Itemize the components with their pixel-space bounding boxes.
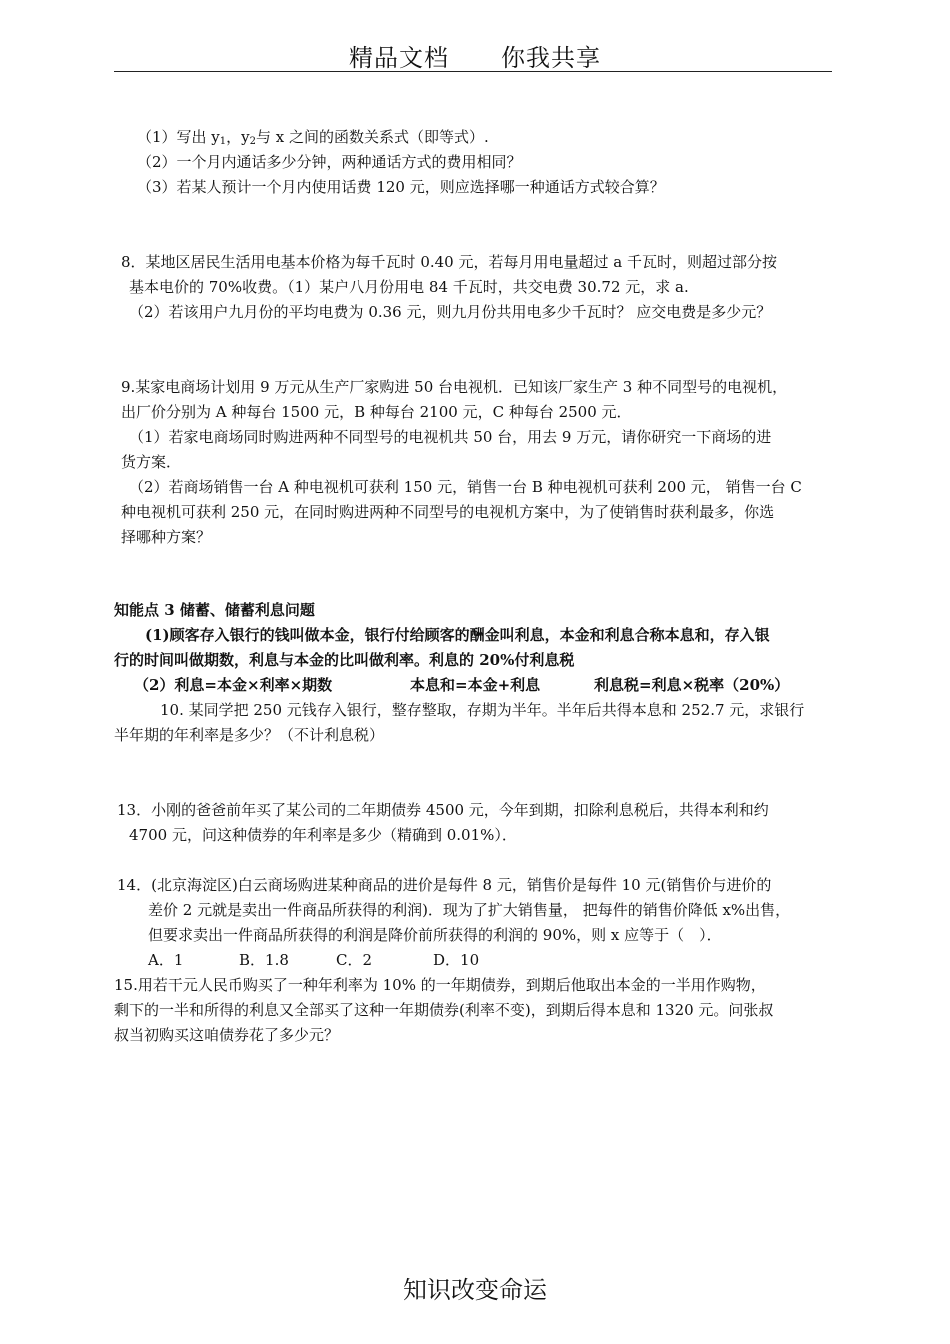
page-header bbox=[0, 38, 950, 73]
kp3-line2: 行的时间叫做期数，利息与本金的比叫做利率。利息的 20%付利息税 bbox=[114, 651, 575, 669]
kp3-line1: (1)顾客存入银行的钱叫做本金，银行付给顾客的酬金叫利息，本金和利息合称本息和，存入银 bbox=[145, 626, 770, 644]
q9-line5: （2）若商场销售一台 A 种电视机可获利 150 元，销售一台 B 种电视机可获利 200 元， 销售一台 C bbox=[129, 478, 802, 496]
q8-line2: 基本电价的 70%收费。（1）某户八月份用电 84 千瓦时，共交电费 30.72 元，求 a. bbox=[129, 278, 689, 296]
option-c: C．2 bbox=[336, 951, 373, 969]
q9-line1: 9.某家电商场计划用 9 万元从生产厂家购进 50 台电视机．已知该厂家生产 3 种不同型号的电视机， bbox=[121, 378, 788, 396]
q13-line1: 13．小刚的爸爸前年买了某公司的二年期债券 4500 元，今年到期，扣除利息税后，共得本利和约 bbox=[117, 801, 769, 819]
q10-line1: 10. 某同学把 250 元钱存入银行，整存整取，存期为半年。半年后共得本息和 252.7 元，求银行 bbox=[160, 701, 805, 719]
option-d: D．10 bbox=[433, 951, 480, 969]
q9-line6: 种电视机可获利 250 元，在同时购进两种不同型号的电视机方案中，为了使销售时获利最多，你选 bbox=[121, 503, 775, 521]
option-a: A．1 bbox=[148, 951, 184, 969]
q8-line1: 8．某地区居民生活用电基本价格为每千瓦时 0.40 元，若每月用电量超过 a 千瓦时，则超过部分按 bbox=[121, 253, 777, 271]
q7-part2: （2）一个月内通话多少分钟，两种通话方式的费用相同？ bbox=[137, 153, 522, 171]
q9-line7: 择哪种方案？ bbox=[121, 528, 212, 546]
q9-line4: 货方案． bbox=[121, 453, 182, 471]
formula-tax: 利息税=利息×税率（20%） bbox=[594, 676, 790, 694]
formula-interest: （2）利息=本金×利率×期数 bbox=[134, 676, 333, 694]
page-footer: 知识改变命运 bbox=[403, 1276, 547, 1304]
q8-line3: （2）若该用户九月份的平均电费为 0.36 元，则九月份共用电多少千瓦时？ 应交电费是多少元？ bbox=[129, 303, 772, 321]
formula-total: 本息和=本金+利息 bbox=[410, 676, 541, 694]
q15-line3: 叔当初购买这咱债券花了多少元？ bbox=[114, 1026, 340, 1044]
header-rule bbox=[114, 71, 832, 72]
header-left: 精品文档 bbox=[349, 44, 449, 72]
q13-line2: 4700 元，问这种债券的年利率是多少（精确到 0.01%）． bbox=[129, 826, 517, 844]
q14-line1: 14．(北京海淀区)白云商场购进某种商品的进价是每件 8 元，销售价是每件 10 元(销售价与进价的 bbox=[117, 876, 772, 894]
q9-line2: 出厂价分别为 A 种每台 1500 元，B 种每台 2100 元，C 种每台 2500 元． bbox=[121, 403, 632, 421]
q15-line1: 15.用若干元人民币购买了一种年利率为 10% 的一年期债券，到期后他取出本金的一半用作购物， bbox=[114, 976, 766, 994]
q7-part3: （3）若某人预计一个月内使用话费 120 元，则应选择哪一种通话方式较合算？ bbox=[137, 178, 665, 196]
q7-part1: （1）写出 $y_1$，$y_2$与 x 之间的函数关系式（即等式）. bbox=[137, 128, 489, 147]
q14-line3: 但要求卖出一件商品所获得的利润是降价前所获得的利润的 90%，则 x 应等于（ ）． bbox=[148, 926, 722, 944]
section-title: 知能点 3 储蓄、储蓄利息问题 bbox=[114, 601, 315, 619]
option-b: B．1.8 bbox=[239, 951, 289, 969]
q14-line2: 差价 2 元就是卖出一件商品所获得的利润)．现为了扩大销售量， 把每件的销售价降低 x%出售， bbox=[148, 901, 791, 919]
header-right: 你我共享 bbox=[501, 44, 601, 72]
q15-line2: 剩下的一半和所得的利息又全部买了这种一年期债券(利率不变)，到期后得本息和 1320 元。问张叔 bbox=[114, 1001, 774, 1019]
q9-line3: （1）若家电商场同时购进两种不同型号的电视机共 50 台，用去 9 万元，请你研究一下商场的进 bbox=[129, 428, 772, 446]
q10-line2: 半年期的年利率是多少？（不计利息税） bbox=[114, 726, 385, 744]
